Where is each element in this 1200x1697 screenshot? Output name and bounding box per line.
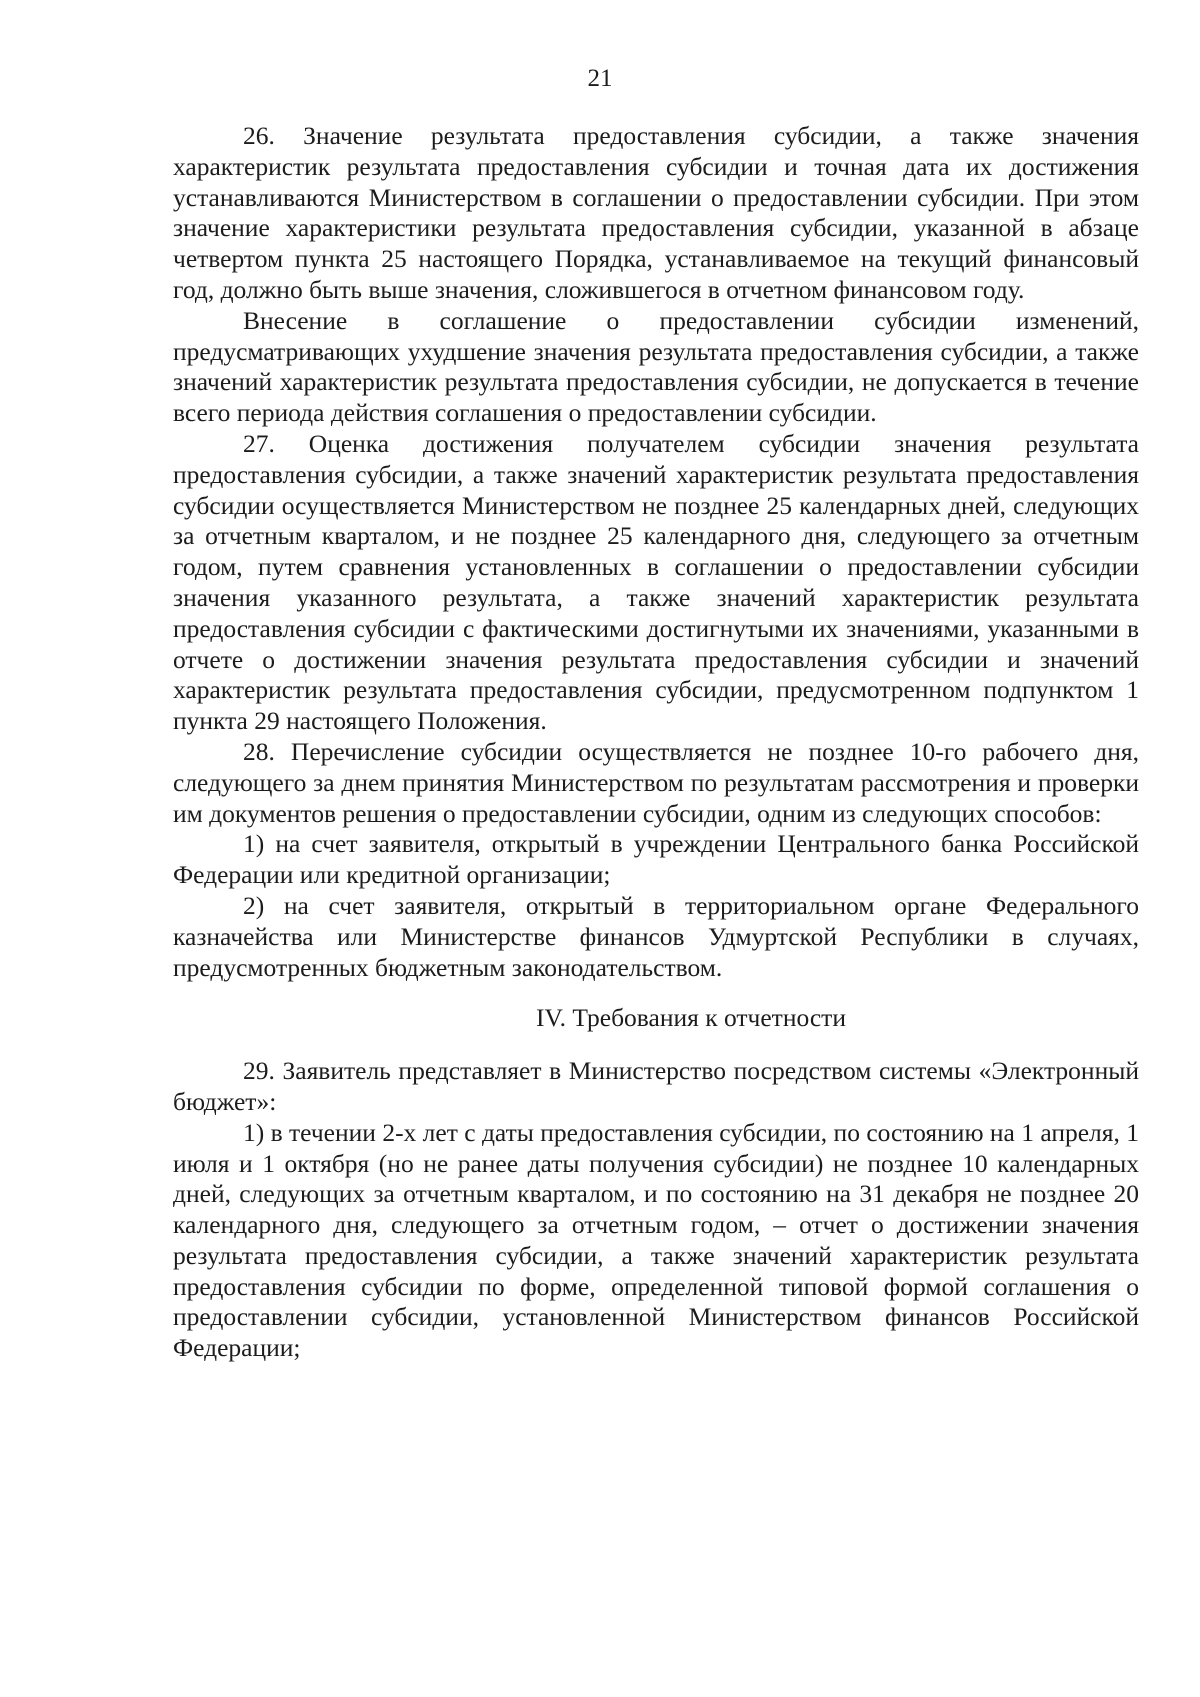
paragraph-27: 27. Оценка достижения получателем субсидии значения результата предоставления субсидии, а также значений характеристик результата предоставления субсидии осуществляется Министерством не позднее 25 календарных дней, следующих за отчетным кварталом, и не позднее 25 календарного дня, следующего за отчетным годом, путем сравнения установленных в соглашении о предоставлении субсидии значения указанного результата, а также значений характеристик результата предоставления субсидии с фактическими достигнутыми их значениями, указанными в отчете о достижении значения результата предоставления субсидии и значений характеристик результата предоставления субсидии, предусмотренном подпунктом 1 пункта 29 настоящего Положения. xyxy=(173,428,1139,736)
paragraph-28-item-2: 2) на счет заявителя, открытый в территориальном органе Федерального казначейства или Министерстве финансов Удмуртской Республики в случаях, предусмотренных бюджетным законодательством. xyxy=(173,890,1139,982)
paragraph-26-amendments: Внесение в соглашение о предоставлении субсидии изменений, предусматривающих ухудшение значения результата предоставления субсидии, а также значений характеристик результата предоставления субсидии, не допускается в течение всего периода действия соглашения о предоставлении субсидии. xyxy=(173,305,1139,428)
paragraph-26: 26. Значение результата предоставления субсидии, а также значения характеристик результата предоставления субсидии и точная дата их достижения устанавливаются Министерством в соглашении о предоставлении субсидии. При этом значение характеристики результата предоставления субсидии, указанной в абзаце четвертом пункта 25 настоящего Порядка, устанавливаемое на текущий финансовый год, должно быть выше значения, сложившегося в отчетном финансовом году. xyxy=(173,121,1139,304)
paragraph-28: 28. Перечисление субсидии осуществляется не позднее 10-го рабочего дня, следующего за днем принятия Министерством по результатам рассмотрения и проверки им документов решения о предоставлении субсидии, одним из следующих способов: xyxy=(173,736,1139,828)
document-body xyxy=(173,121,1139,1364)
paragraph-28-item-1: 1) на счет заявителя, открытый в учреждении Центрального банка Российской Федерации или кредитной организации; xyxy=(173,829,1139,890)
section-heading: IV. Требования к отчетности xyxy=(536,1003,846,1033)
page-number: 21 xyxy=(587,65,613,92)
paragraph-29: 29. Заявитель представляет в Министерство посредством системы «Электронный бюджет»: xyxy=(173,1056,1139,1116)
paragraph-29-item-1: 1) в течении 2-х лет с даты предоставления субсидии, по состоянию на 1 апреля, 1 июля и 1 октября (но не ранее даты получения субсидии) не позднее 10 календарных дней, следующих за отчетным кварталом, и по состоянию на 31 декабря не позднее 20 календарного дня, следующего за отчетным годом, – отчет о достижении значения результата предоставления субсидии, а также значений характеристик результата предоставления субсидии по форме, определенной типовой формой соглашения о предоставлении субсидии, установленной Министерством финансов Российской Федерации; xyxy=(173,1117,1139,1363)
